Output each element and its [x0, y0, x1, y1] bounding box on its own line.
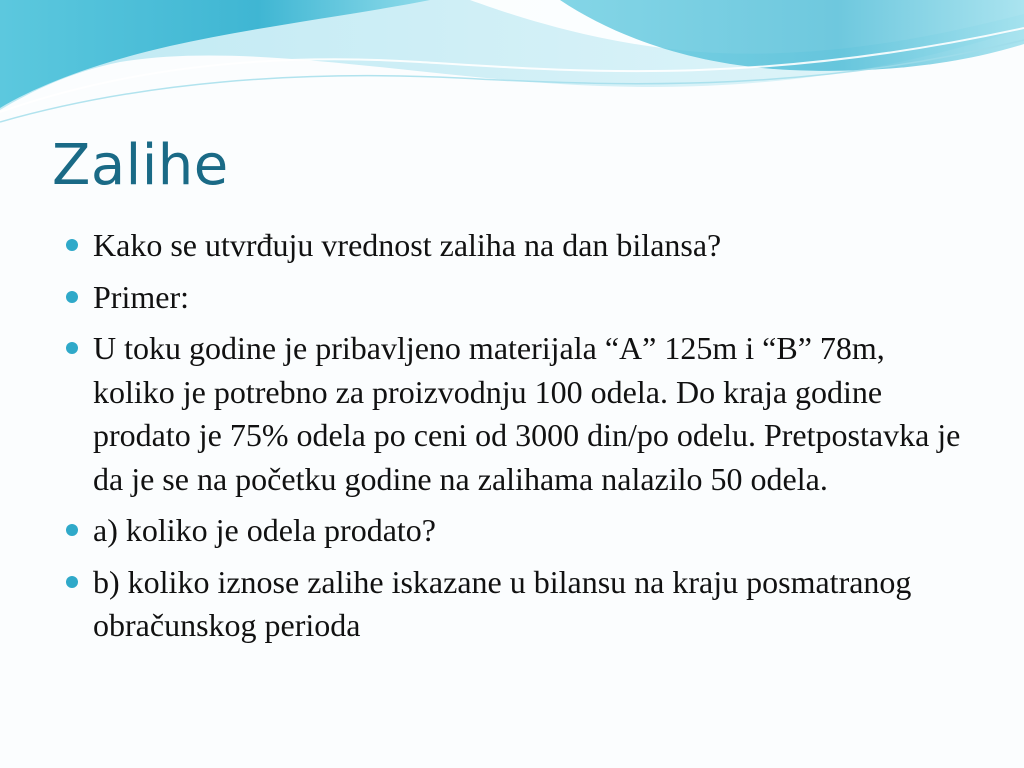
bullet-text: b) koliko iznose zalihe iskazane u bilansu na kraju posmatranog obračunskog perioda: [93, 563, 912, 643]
slide-title: Zalihe: [52, 133, 229, 198]
bullet-dot-icon: [66, 239, 78, 251]
bullet-list: [66, 224, 966, 656]
bullet-item: [66, 561, 966, 648]
bullet-item: [66, 509, 966, 553]
bullet-text: a) koliko je odela prodato?: [93, 512, 436, 548]
bullet-text: U toku godine je pribavljeno materijala “A” 125m i “B” 78m, koliko je potrebno za proizvodnju 100 odela. Do kraja godine prodato je 75% odela po ceni od 3000 din/po odelu. Pretpostavka je da je se na početku godine na zalihama nalazilo 50 odela.: [93, 330, 961, 497]
bullet-item: [66, 276, 966, 320]
bullet-dot-icon: [66, 524, 78, 536]
bullet-item: [66, 224, 966, 268]
bullet-item: [66, 327, 966, 501]
wave-header-decoration: [0, 0, 1024, 130]
bullet-text: Kako se utvrđuju vrednost zaliha na dan bilansa?: [93, 227, 722, 263]
bullet-dot-icon: [66, 291, 78, 303]
bullet-dot-icon: [66, 576, 78, 588]
bullet-text: Primer:: [93, 278, 189, 315]
bullet-dot-icon: [66, 342, 78, 354]
